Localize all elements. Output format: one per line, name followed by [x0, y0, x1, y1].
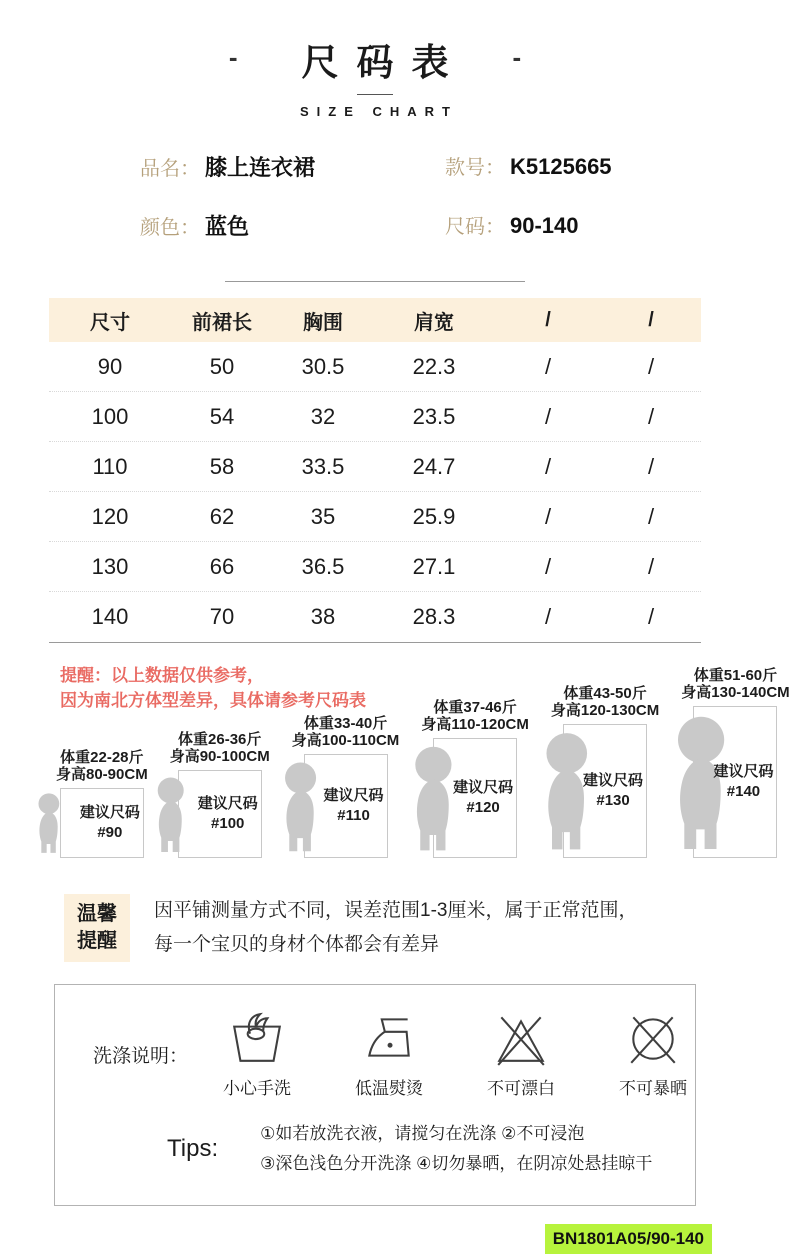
- child-silhouette-icon: [33, 793, 66, 856]
- wash-icon-label: 不可漂白: [487, 1079, 556, 1098]
- figure-weight: 体重51-60斤: [693, 667, 778, 684]
- cell: 25.9: [412, 503, 456, 529]
- cell: 33.5: [301, 453, 345, 479]
- figure-weight: 体重33-40斤: [303, 715, 388, 732]
- child-silhouette-icon: [277, 762, 326, 856]
- figure-size-110: [292, 715, 400, 858]
- cell: 27.1: [412, 553, 456, 579]
- cell: 36.5: [301, 553, 345, 579]
- figure-weight: 体重22-28斤: [60, 749, 144, 766]
- product-name-label: 品名：: [140, 158, 200, 180]
- title-dash-right: -: [512, 41, 522, 72]
- table-header-row: [49, 298, 701, 342]
- warm-reminder-text: 因平铺测量方式不同，误差范围1-3厘米，属于正常范围， 每一个宝贝的身材个体都会有差异: [154, 900, 638, 955]
- figure-weight: 体重26-36斤: [178, 731, 262, 748]
- cell: 28.3: [412, 604, 456, 629]
- suggested-size: 建议尺码 #110: [323, 787, 384, 824]
- tips-line1: ①如若放洗衣液，请搅匀在洗涤 ②不可浸泡: [260, 1124, 585, 1143]
- no-bleach-icon: [492, 1009, 550, 1067]
- cell: /: [544, 453, 552, 479]
- table-row: [49, 492, 701, 542]
- cell: 30.5: [301, 353, 345, 379]
- tips-label: Tips:: [167, 1135, 219, 1162]
- reference-notice-line1: 提醒：以上数据仅供参考，: [60, 666, 264, 685]
- cell: 90: [97, 353, 123, 379]
- figure-box: [178, 770, 262, 858]
- figure-height: 身高110-120CM: [421, 716, 529, 733]
- cell: /: [647, 353, 655, 379]
- product-name-value: 膝上连衣裙: [205, 155, 316, 180]
- col-header-blank-1: /: [545, 308, 551, 331]
- cell: 66: [209, 553, 235, 579]
- tips-line2: ③深色浅色分开洗涤 ④切勿暴晒，在阴凉处悬挂晾干: [260, 1154, 653, 1173]
- cell: /: [544, 403, 552, 429]
- col-header-blank-2: /: [648, 308, 654, 331]
- child-silhouette-icon: [151, 777, 192, 856]
- table-row: [49, 342, 701, 392]
- suggested-size: 建议尺码 #90: [79, 804, 140, 841]
- col-header-front-skirt-length: 前裙长: [192, 311, 252, 334]
- figure-label: [421, 699, 529, 733]
- size-range-label: 尺码：: [445, 216, 505, 238]
- cell: /: [647, 553, 655, 579]
- style-number-row: [445, 151, 750, 182]
- table-row: [49, 542, 701, 592]
- cell: 110: [92, 453, 128, 479]
- care-instructions-box: [54, 984, 696, 1206]
- wash-icons: [216, 1009, 694, 1099]
- size-range-row: [445, 210, 750, 241]
- figure-height: 身高100-110CM: [291, 732, 400, 749]
- cell: /: [647, 604, 655, 629]
- cell: 58: [209, 453, 235, 479]
- figure-box: [693, 706, 777, 858]
- iron-low-temp-icon: [360, 1009, 418, 1067]
- wash-icon-label: 不可暴晒: [619, 1079, 688, 1098]
- cell: 120: [91, 503, 129, 529]
- product-code-badge: BN1801A05/90-140: [545, 1224, 712, 1254]
- cell: 38: [310, 604, 336, 629]
- style-number-value: K5125665: [510, 154, 612, 179]
- size-range-value: 90-140: [510, 213, 579, 238]
- cell: /: [647, 403, 655, 429]
- table-row: [49, 442, 701, 492]
- cell: 35: [310, 503, 336, 529]
- wash-icon-label: 低温熨烫: [355, 1079, 424, 1098]
- table-row: [49, 592, 701, 642]
- cell: /: [544, 604, 552, 629]
- figure-size-130: [551, 685, 659, 858]
- cell: /: [647, 453, 655, 479]
- cell: 24.7: [412, 453, 456, 479]
- cell: /: [544, 353, 552, 379]
- tips-text: [260, 1119, 652, 1179]
- warm-reminder: [64, 894, 750, 962]
- wash-icon-label: 小心手洗: [223, 1079, 292, 1098]
- wash-icon-item: [612, 1009, 694, 1099]
- figure-height: 身高120-130CM: [550, 702, 660, 719]
- suggested-size: 建议尺码 #130: [583, 772, 644, 809]
- figure-label: [551, 685, 659, 719]
- reference-notice-line2: 因为南北方体型差异，具体请参考尺码表: [60, 691, 366, 710]
- wash-icon-item: [216, 1009, 298, 1099]
- figure-size-90: [56, 749, 148, 858]
- page-title: 尺码表: [301, 42, 467, 83]
- figure-box: [60, 788, 144, 858]
- wash-icon-item: [348, 1009, 430, 1099]
- footer: [0, 1224, 750, 1254]
- figure-label: [681, 667, 789, 701]
- cell: 62: [209, 503, 235, 529]
- tips-row: [55, 1119, 695, 1179]
- cell: 140: [91, 604, 129, 629]
- warm-reminder-badge: 温馨 提醒: [64, 894, 130, 962]
- figure-label: [292, 715, 400, 749]
- figure-label: [56, 749, 148, 783]
- title-underline: [357, 94, 393, 95]
- title-dash-left: -: [228, 41, 238, 72]
- section-divider: [225, 281, 525, 282]
- color-value: 蓝色: [205, 214, 250, 239]
- cell: 32: [310, 403, 336, 429]
- cell: 100: [91, 403, 129, 429]
- suggested-size: 建议尺码 #120: [453, 779, 514, 816]
- wash-instructions-row: [55, 1009, 695, 1099]
- figure-height: 身高130-140CM: [681, 684, 790, 701]
- wash-instructions-label: 洗涤说明：: [93, 1045, 189, 1067]
- no-sun-exposure-icon: [624, 1009, 682, 1067]
- figure-weight: 体重37-46斤: [433, 699, 517, 716]
- cell: /: [647, 503, 655, 529]
- table-row: [49, 392, 701, 442]
- col-header-chest: 胸围: [303, 311, 343, 334]
- color-label: 颜色：: [140, 217, 200, 239]
- cell: /: [544, 553, 552, 579]
- wash-icon-item: [480, 1009, 562, 1099]
- suggested-size: 建议尺码 #100: [197, 795, 258, 832]
- figure-height: 身高80-90CM: [56, 766, 148, 783]
- col-header-size: 尺寸: [90, 311, 130, 334]
- col-header-shoulder: 肩宽: [414, 311, 454, 334]
- cell: 50: [209, 353, 235, 379]
- size-table: [49, 298, 701, 643]
- hand-wash-icon: [228, 1009, 286, 1067]
- figure-label: [170, 731, 270, 765]
- page-subtitle: SIZE CHART: [300, 104, 458, 119]
- figure-box: [304, 754, 388, 858]
- cell: /: [544, 503, 552, 529]
- title-block: [0, 0, 750, 86]
- suggested-size: 建议尺码 #140: [713, 763, 774, 800]
- cell: 54: [209, 403, 235, 429]
- figure-height: 身高90-100CM: [169, 748, 270, 765]
- figure-size-140: [681, 667, 789, 858]
- figure-size-120: [421, 699, 529, 858]
- figure-weight: 体重43-50斤: [563, 685, 647, 702]
- cell: 70: [209, 604, 235, 629]
- cell: 23.5: [412, 403, 456, 429]
- style-number-label: 款号：: [445, 157, 505, 179]
- cell: 130: [91, 553, 129, 579]
- color-row: [140, 210, 445, 241]
- figure-size-100: [170, 731, 270, 858]
- product-name-row: [140, 151, 445, 182]
- product-info: [140, 151, 750, 241]
- figure-box: [433, 738, 517, 858]
- cell: 22.3: [412, 353, 456, 379]
- figure-box: [563, 724, 647, 858]
